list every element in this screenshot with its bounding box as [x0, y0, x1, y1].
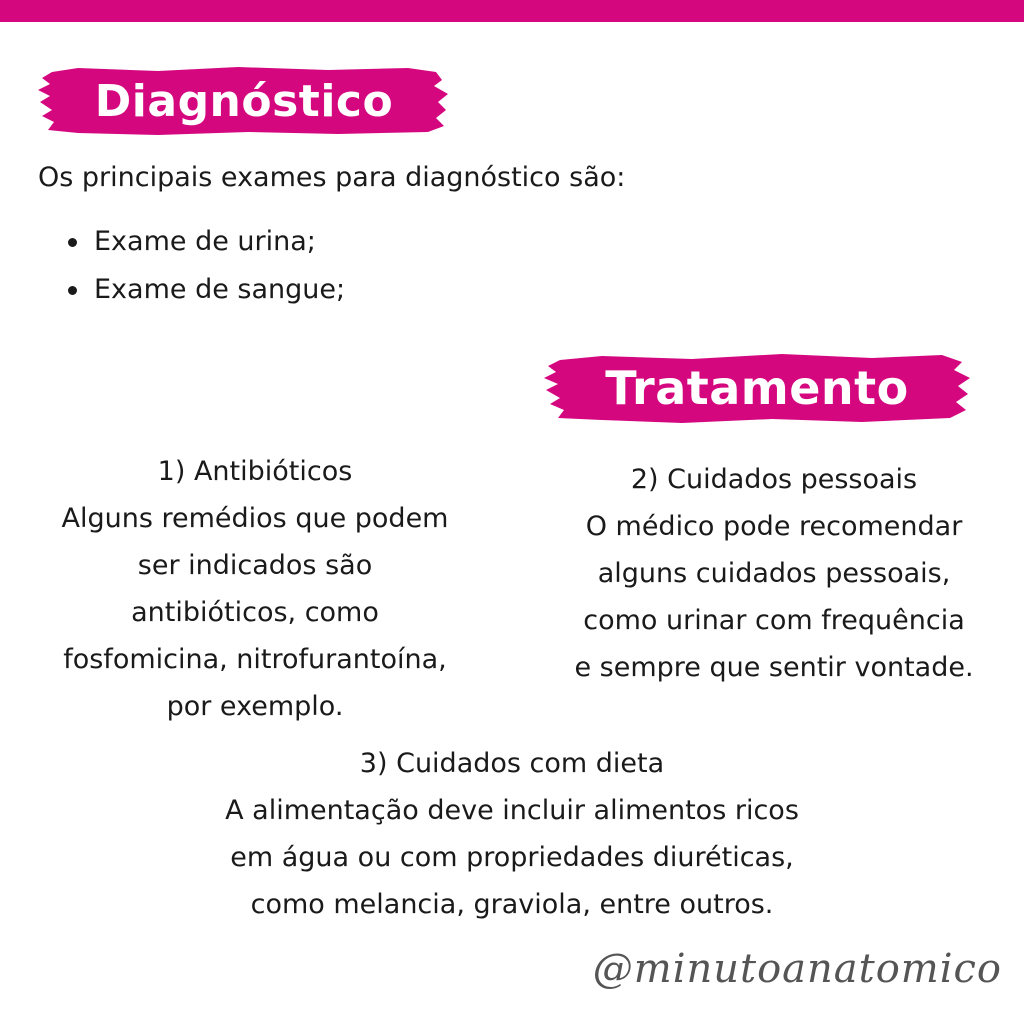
treatment-heading: 3) Cuidados com dieta: [359, 748, 665, 779]
treatment-text-line: e sempre que sentir vontade.: [574, 652, 974, 683]
treatment-heading: 1) Antibióticos: [157, 456, 353, 487]
exam-label: Exame de sangue;: [94, 274, 346, 305]
bullet-icon: [68, 286, 77, 295]
tratamento-heading: [542, 352, 972, 424]
treatment-text-line: A alimentação deve incluir alimentos ricos: [225, 795, 799, 826]
treatment-heading: 2) Cuidados pessoais: [630, 464, 918, 495]
treatment-text-line: antibióticos, como: [131, 597, 379, 628]
exam-label: Exame de urina;: [94, 226, 316, 257]
treatment-text-line: fosfomicina, nitrofurantoína,: [63, 644, 447, 675]
diagnostico-title: Diagnóstico: [94, 75, 394, 127]
treatment-text-line: como urinar com frequência: [583, 605, 965, 636]
treatment-text-line: em água ou com propriedades diuréticas,: [230, 842, 794, 873]
bullet-icon: [68, 238, 77, 247]
treatment-text-line: ser indicados são: [137, 550, 373, 581]
top-accent-bar: [0, 0, 1024, 22]
treatment-cuidados-pessoais: [524, 456, 1024, 691]
diagnostico-intro: Os principais exames para diagnóstico são:: [38, 162, 626, 193]
exam-list: [66, 222, 345, 318]
diagnostico-heading: [38, 66, 450, 136]
treatment-text-line: O médico pode recomendar: [585, 511, 963, 542]
treatment-text-line: como melancia, graviola, entre outros.: [250, 889, 774, 920]
treatment-text-line: por exemplo.: [166, 691, 344, 722]
instagram-handle: @minutoanatomico: [592, 946, 1002, 992]
treatment-antibioticos: [10, 448, 500, 730]
treatment-cuidados-dieta: [112, 740, 912, 928]
treatment-text-line: Alguns remédios que podem: [61, 503, 449, 534]
list-item: [66, 270, 345, 318]
list-item: [66, 222, 345, 270]
tratamento-title: Tratamento: [605, 361, 909, 415]
treatment-text-line: alguns cuidados pessoais,: [597, 558, 951, 589]
